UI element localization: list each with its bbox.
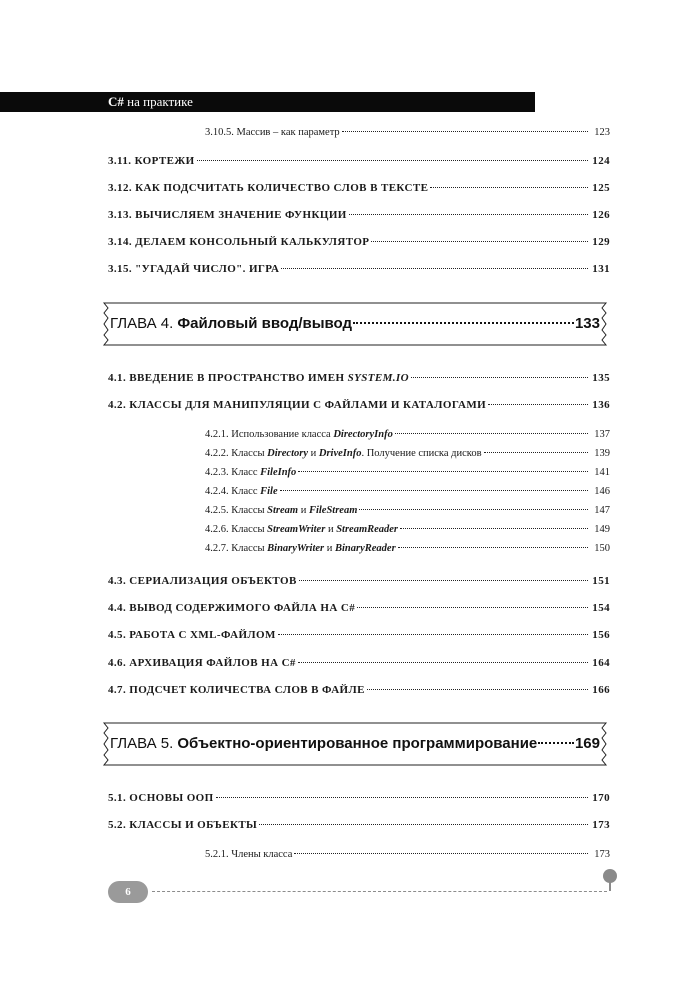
toc-title: ВЫВОД СОДЕРЖИМОГО ФАЙЛА НА C# [129, 602, 356, 614]
toc-class-name: File [260, 486, 278, 497]
toc-number: 5.2. [108, 819, 127, 831]
toc-entry[interactable] [108, 154, 610, 168]
footer-marker-stem [609, 882, 611, 891]
footer-dashed-line [152, 891, 607, 892]
toc-leader [484, 452, 588, 453]
toc-subentry[interactable] [205, 848, 610, 862]
toc-subentry[interactable] [205, 466, 610, 480]
toc-leader [395, 433, 588, 434]
toc-subentry[interactable] [205, 428, 610, 442]
toc-page-number: 125 [592, 182, 610, 194]
toc-leader [359, 509, 588, 510]
toc-class-name: BinaryReader [335, 543, 396, 554]
toc-leader [299, 580, 588, 581]
chapter-title: Объектно-ориентированное программирование [177, 735, 538, 752]
chapter-leader [538, 742, 574, 744]
toc-entry[interactable] [108, 181, 610, 195]
toc-page-number: 136 [592, 399, 610, 411]
running-header [108, 93, 193, 111]
chapter-heading[interactable] [98, 722, 612, 766]
toc-page-number: 170 [592, 792, 610, 804]
toc-entry[interactable] [108, 235, 610, 249]
toc-class-name: Stream [267, 505, 299, 516]
toc-page-number: 146 [594, 486, 610, 497]
toc-page-number: 156 [592, 629, 610, 641]
toc-number: 4.2.3. [205, 467, 229, 478]
toc-number: 4.2.6. [205, 524, 229, 535]
toc-leader [197, 160, 588, 161]
toc-page-number: 173 [594, 849, 610, 860]
toc-leader [280, 490, 588, 491]
toc-page-number: 141 [594, 467, 610, 478]
toc-entry[interactable] [108, 574, 610, 588]
toc-number: 3.12. [108, 182, 132, 194]
footer-marker-dot [603, 869, 617, 883]
toc-number: 3.11. [108, 155, 132, 167]
toc-entry[interactable] [108, 818, 610, 832]
toc-conjunction: и [307, 448, 319, 459]
toc-number: 3.15. [108, 263, 132, 275]
toc-title: Классы [231, 543, 268, 554]
toc-title: КЛАССЫ ДЛЯ МАНИПУЛЯЦИИ С ФАЙЛАМИ И КАТАЛОГАМИ [129, 399, 487, 411]
header-title-rest: на практике [123, 94, 193, 109]
toc-subentry[interactable] [205, 504, 610, 518]
toc-page-number: 126 [592, 209, 610, 221]
toc-number: 4.2.4. [205, 486, 229, 497]
toc-title: Классы [231, 524, 268, 535]
chapter-leader [353, 322, 574, 324]
toc-entry[interactable] [108, 628, 610, 642]
toc-leader [488, 404, 588, 405]
toc-entry[interactable] [108, 601, 610, 615]
toc-leader [259, 824, 588, 825]
toc-page-number: 139 [594, 448, 610, 459]
toc-number: 3.10.5. [205, 127, 234, 138]
toc-entry[interactable] [108, 683, 610, 697]
toc-title: Класс [231, 486, 261, 497]
toc-leader [298, 471, 588, 472]
toc-class-name: Directory [267, 448, 308, 459]
toc-page-number: 131 [592, 263, 610, 275]
chapter-number: ГЛАВА 5. [110, 735, 174, 752]
toc-conjunction: и [324, 543, 336, 554]
toc-page-number: 123 [594, 127, 610, 138]
toc-page-number: 124 [592, 155, 610, 167]
toc-title: АРХИВАЦИЯ ФАЙЛОВ НА C# [129, 657, 296, 669]
toc-title: Класс [231, 467, 261, 478]
toc-class-name: FileStream [308, 505, 358, 516]
toc-subentry[interactable] [205, 523, 610, 537]
toc-class-name: StreamWriter [267, 524, 326, 535]
toc-title: РАБОТА С XML-ФАЙЛОМ [129, 629, 276, 641]
page-number-badge: 6 [108, 881, 148, 903]
toc-page-number: 173 [592, 819, 610, 831]
chapter-heading[interactable] [98, 302, 612, 346]
toc-number: 4.5. [108, 629, 127, 641]
toc-number: 5.1. [108, 792, 127, 804]
chapter-title: Файловый ввод/вывод [177, 315, 353, 332]
toc-number: 4.4. [108, 602, 127, 614]
toc-leader [357, 607, 588, 608]
toc-page-number: 164 [592, 657, 610, 669]
toc-entry[interactable] [205, 126, 610, 140]
toc-page-number: 150 [594, 543, 610, 554]
toc-title: ВЫЧИСЛЯЕМ ЗНАЧЕНИЕ ФУНКЦИИ [135, 209, 347, 221]
toc-class-name: DirectoryInfo [333, 429, 393, 440]
toc-conjunction: и [325, 524, 337, 535]
toc-title: КЛАССЫ И ОБЪЕКТЫ [129, 819, 258, 831]
toc-entry[interactable] [108, 262, 610, 276]
toc-number: 4.1. [108, 372, 127, 384]
toc-page-number: 137 [594, 429, 610, 440]
toc-title-suffix: . Получение списка дисков [361, 448, 482, 459]
toc-subentry[interactable] [205, 542, 610, 556]
toc-number: 3.13. [108, 209, 132, 221]
toc-leader [278, 634, 588, 635]
toc-page-number: 129 [592, 236, 610, 248]
toc-title: "УГАДАЙ ЧИСЛО". ИГРА [135, 263, 280, 275]
toc-title: Массив – как параметр [236, 127, 340, 138]
toc-leader [294, 853, 588, 854]
toc-entry[interactable] [108, 208, 610, 222]
toc-number: 4.2.1. [205, 429, 229, 440]
toc-class-name: BinaryWriter [267, 543, 325, 554]
toc-title: Члены класса [231, 849, 293, 860]
toc-number: 4.2.5. [205, 505, 229, 516]
toc-subentry[interactable] [205, 485, 610, 499]
toc-leader [398, 547, 588, 548]
chapter-page-number: 133 [574, 315, 600, 332]
toc-subentry[interactable] [205, 447, 610, 461]
toc-class-name: StreamReader [336, 524, 399, 535]
toc-number: 4.3. [108, 575, 127, 587]
toc-title: ВВЕДЕНИЕ В ПРОСТРАНСТВО ИМЕН [129, 372, 348, 384]
toc-title: СЕРИАЛИЗАЦИЯ ОБЪЕКТОВ [129, 575, 297, 587]
header-title-code: C# [108, 94, 124, 109]
toc-number: 4.6. [108, 657, 127, 669]
toc-page-number: 166 [592, 684, 610, 696]
chapter-number: ГЛАВА 4. [110, 315, 174, 332]
toc-number: 4.2. [108, 399, 127, 411]
toc-leader [411, 377, 588, 378]
toc-entry[interactable] [108, 371, 610, 385]
toc-leader [349, 214, 588, 215]
toc-conjunction: и [298, 505, 309, 516]
toc-title: КАК ПОДСЧИТАТЬ КОЛИЧЕСТВО СЛОВ В ТЕКСТЕ [135, 182, 429, 194]
toc-leader [216, 797, 588, 798]
toc-page-number: 147 [594, 505, 610, 516]
toc-number: 3.14. [108, 236, 132, 248]
toc-number: 4.2.2. [205, 448, 229, 459]
toc-title: Классы [231, 448, 268, 459]
toc-leader [367, 689, 588, 690]
toc-page-number: 151 [592, 575, 610, 587]
header-bar [0, 92, 535, 112]
toc-number: 5.2.1. [205, 849, 229, 860]
toc-leader [281, 268, 588, 269]
toc-leader [371, 241, 588, 242]
toc-entry[interactable] [108, 656, 610, 670]
toc-class-name: FileInfo [260, 467, 297, 478]
toc-number: 4.2.7. [205, 543, 229, 554]
toc-title: ДЕЛАЕМ КОНСОЛЬНЫЙ КАЛЬКУЛЯТОР [135, 236, 370, 248]
toc-page-number: 135 [592, 372, 610, 384]
toc-leader [342, 131, 588, 132]
toc-leader [298, 662, 588, 663]
toc-title: КОРТЕЖИ [134, 155, 195, 167]
toc-title-italic: SYSTEM.IO [347, 372, 409, 384]
toc-title: ПОДСЧЕТ КОЛИЧЕСТВА СЛОВ В ФАЙЛЕ [129, 684, 365, 696]
toc-entry[interactable] [108, 398, 610, 412]
toc-entry[interactable] [108, 791, 610, 805]
toc-leader [430, 187, 588, 188]
toc-leader [400, 528, 588, 529]
toc-class-name: DriveInfo [318, 448, 362, 459]
chapter-page-number: 169 [574, 735, 600, 752]
toc-page-number: 154 [592, 602, 610, 614]
toc-title: Классы [231, 505, 268, 516]
toc-title: ОСНОВЫ ООП [129, 792, 214, 804]
toc-number: 4.7. [108, 684, 127, 696]
toc-page-number: 149 [594, 524, 610, 535]
toc-title: Использование класса [231, 429, 334, 440]
